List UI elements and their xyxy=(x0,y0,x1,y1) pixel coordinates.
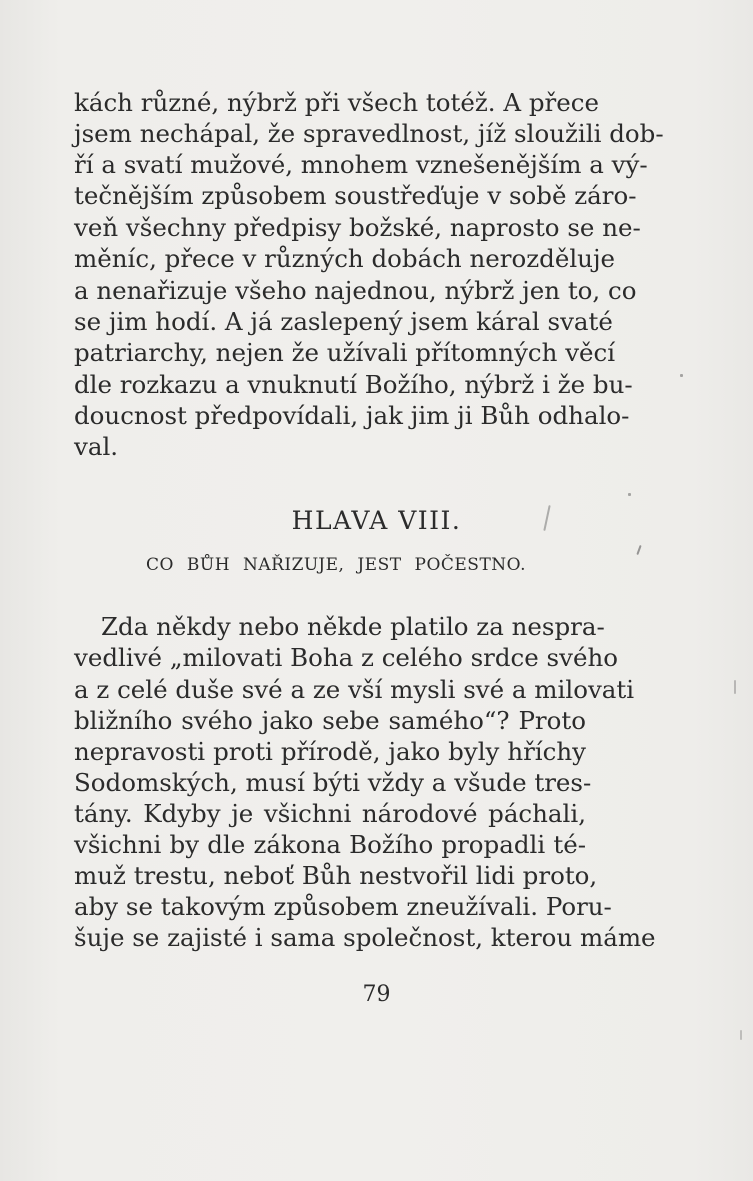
text-line: kách různé, nýbrž při všech totéž. A přece xyxy=(74,88,599,117)
scan-speck xyxy=(636,545,641,555)
scan-speck xyxy=(740,1030,742,1040)
text-line: bližního svého jako sebe samého“? Proto xyxy=(74,706,586,735)
scan-speck xyxy=(734,680,736,694)
chapter-subheading: CO BŮH NAŘIZUJE, JEST POČESTNO. xyxy=(146,555,526,575)
text-line: jsem nechápal, že spravedlnost, jíž sloužili dob- xyxy=(74,119,664,148)
text-line: Sodomských, musí býti vždy a všude tres- xyxy=(74,768,592,797)
page-number: 79 xyxy=(362,982,391,1007)
text-line: a nenařizuje všeho najednou, nýbrž jen to, co xyxy=(74,276,637,305)
text-line: šuje se zajisté i sama společnost, kterou máme xyxy=(74,923,656,952)
text-line: Zda někdy nebo někde platilo za nespra- xyxy=(101,612,605,641)
chapter-heading: HLAVA VIII. xyxy=(291,506,462,535)
text-line: dle rozkazu a vnuknutí Božího, nýbrž i že bu- xyxy=(74,370,633,399)
text-line: tány. Kdyby je všichni národové páchali, xyxy=(74,799,586,828)
text-line: měníc, přece v různých dobách nerozděluje xyxy=(74,244,616,273)
scan-speck xyxy=(628,493,631,496)
text-line: muž trestu, neboť Bůh nestvořil lidi proto, xyxy=(74,861,598,890)
text-line: a z celé duše své a ze vší mysli své a milovati xyxy=(74,675,635,704)
text-line: veň všechny předpisy božské, naprosto se ne- xyxy=(74,213,641,242)
text-line: val. xyxy=(74,432,119,461)
text-line: doucnost předpovídali, jak jim ji Bůh odhalo- xyxy=(74,401,630,430)
text-line: se jim hodí. A já zaslepený jsem káral svaté xyxy=(74,307,613,336)
text-line: patriarchy, nejen že užívali přítomných věcí xyxy=(74,338,616,367)
scan-speck xyxy=(680,374,683,377)
text-line: nepravosti proti přírodě, jako byly hříchy xyxy=(74,737,586,766)
text-line: ří a svatí mužové, mnohem vznešenějším a vý- xyxy=(74,150,648,179)
text-line: všichni by dle zákona Božího propadli té- xyxy=(74,830,586,859)
text-line: aby se takovým způsobem zneužívali. Poru- xyxy=(74,892,612,921)
text-line: tečnějším způsobem soustřeďuje v sobě záro- xyxy=(74,181,637,210)
text-line: vedlivé „milovati Boha z celého srdce svého xyxy=(74,643,619,672)
